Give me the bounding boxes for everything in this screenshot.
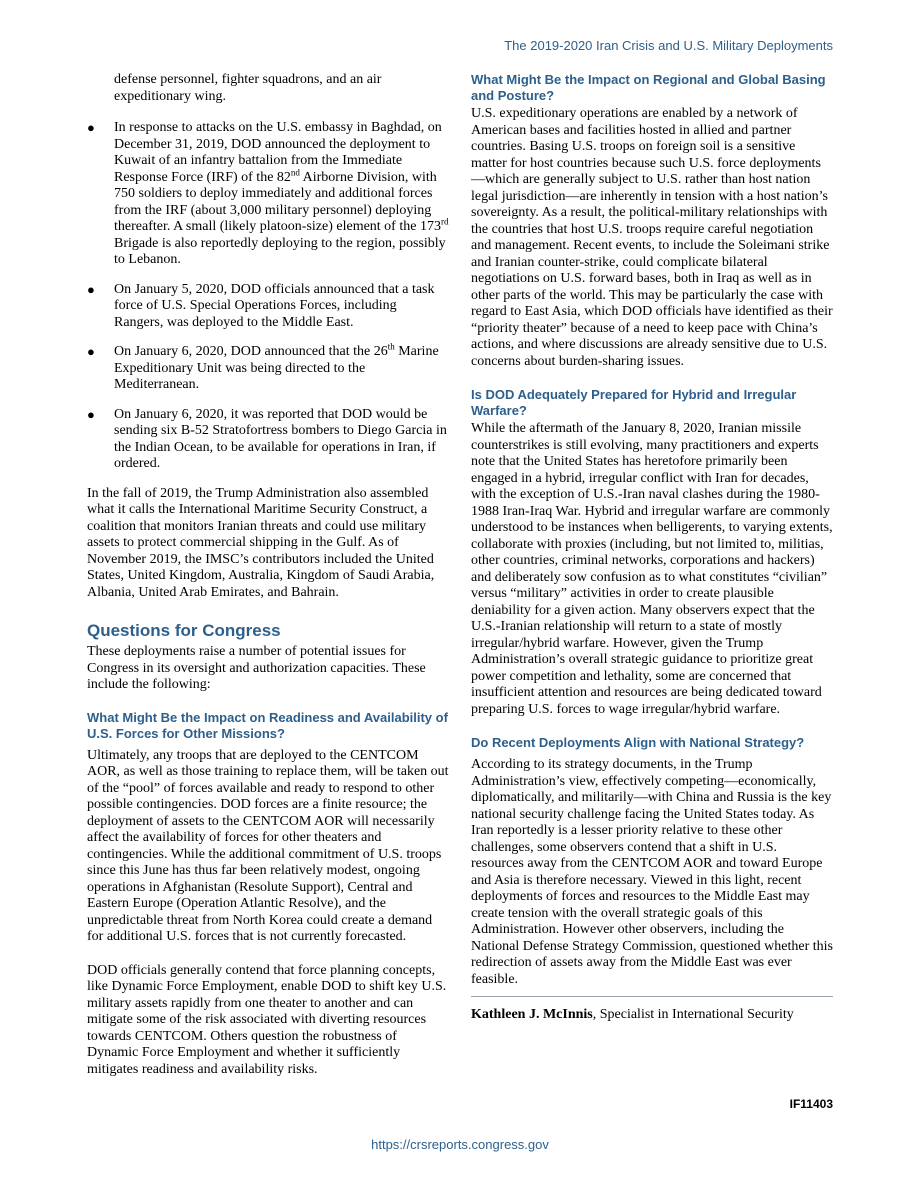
bullet-icon: ● bbox=[87, 344, 95, 359]
bullet-icon: ● bbox=[87, 120, 95, 135]
bullet-item: ● On January 6, 2020, it was reported that DOD would be sending six B-52 Stratofortress bombers to Diego Garcia in the Indian Ocean, to be available for operations in Iran, if ordered. bbox=[87, 406, 447, 471]
readiness-paragraph-1: Ultimately, any troops that are deployed to the CENTCOM AOR, as well as those training to replace them, will be taken out of the “pool” of forces available and ready to respond to other possible contingencies. DOD forces are a finite resource; the deployment of assets to the CENTCOM AOR will necessarily affect the availability of forces for other theaters and contingencies. While the additional commitment of U.S. troops since this June has thus far been relatively modest, ongoing operations in Afghanistan (Resolute Support), Central and Eastern Europe (Operation Atlantic Resolve), and the unpredictable threat from North Korea could create a demand for additional U.S. forces that is not currently forecasted. bbox=[87, 747, 449, 944]
running-header: The 2019-2020 Iran Crisis and U.S. Military Deployments bbox=[504, 38, 833, 53]
strategy-paragraph: According to its strategy documents, in the Trump Administration’s view, effectively competing—economically, diplomatically, and militarily—with China and Russia is the key national security challenge facing the United States today. As Iran reportedly is a lesser priority relative to these other challenges, some observers contend that a shift in U.S. resources away from the CENTCOM AOR and toward Europe and Asia is therefore necessary. Viewed in this light, recent deployments of forces and resources to the Middle East may create tension with the overall strategic goals of this Administration. However other observers, including the National Defense Strategy Commission, questioned whether this redirection of assets away from the Middle East was ever feasible. bbox=[471, 757, 833, 987]
report-id: IF11403 bbox=[789, 1097, 833, 1111]
readiness-paragraph-2: DOD officials generally contend that force planning concepts, like Dynamic Force Employment, enable DOD to shift key U.S. military assets rapidly from one theater to another and can mitigate some of the risk associated with diverting resources towards CENTCOM. Others question the robustness of Dynamic Force Employment and whether it sufficiently mitigates readiness and availability risks. bbox=[87, 962, 447, 1077]
footer-url-link[interactable]: https://crsreports.congress.gov bbox=[371, 1137, 549, 1152]
bullet-item: ● On January 5, 2020, DOD officials announced that a task force of U.S. Special Operations Forces, including Rangers, was deployed to the Middle East. bbox=[87, 281, 435, 330]
right-column bbox=[471, 72, 833, 1024]
imsc-paragraph: In the fall of 2019, the Trump Administration also assembled what it calls the International Maritime Security Construct, a coalition that monitors Iranian threats and could use military assets to protect commercial shipping in the Gulf. As of November 2019, the IMSC’s contributors included the United States, United Kingdom, Australia, Kingdom of Saudi Arabia, Albania, United Arab Emirates, and Bahrain. bbox=[87, 485, 435, 600]
continuation-text: defense personnel, fighter squadrons, and an air expeditionary wing. bbox=[114, 72, 382, 104]
author-divider bbox=[471, 996, 833, 997]
author-name: Kathleen J. McInnis bbox=[471, 1007, 593, 1022]
author-role: , Specialist in International Security bbox=[592, 1007, 794, 1022]
questions-intro: These deployments raise a number of potential issues for Congress in its oversight and authorization capacities. These include the following: bbox=[87, 644, 426, 692]
hybrid-paragraph: While the aftermath of the January 8, 2020, Iranian missile counterstrikes is still evolving, many practitioners and experts note that the United States has heretofore primarily been engaged in a hybrid, irregular conflict with Iran for decades, with the exception of U.S.-Iran naval clashes during the 1980-1988 Iran-Iraq War. Hybrid and irregular warfare are commonly understood to be instances when belligerents, to varying extents, collaborate with proxies (including, but not limited to, militias, other countries, criminal networks, corporations and hackers) and deliberately sow confusion as to what constitutes “civilian” versus “military” activities in order to create plausible deniability for a given action. Many observers expect that the U.S.-Iranian relationship will return to a state of mostly irregular/hybrid warfare. However, given the Trump Administration’s overall strategic guidance to prioritize great power competition and lethality, some are concerned that insufficient attention and resources are being dedicated toward preparing U.S. forces to wage irregular/hybrid warfare. bbox=[471, 421, 833, 717]
deployment-bullet-list bbox=[87, 120, 449, 473]
bullet-icon: ● bbox=[87, 281, 95, 297]
bullet-item: ● On January 6, 2020, DOD announced that the 26th Marine Expeditionary Unit was being directed to the Mediterranean. bbox=[87, 341, 439, 392]
hybrid-heading: Is DOD Adequately Prepared for Hybrid and Irregular Warfare? bbox=[471, 387, 797, 418]
basing-heading: What Might Be the Impact on Regional and Global Basing and Posture? bbox=[471, 72, 826, 103]
bullet-item: ● In response to attacks on the U.S. embassy in Baghdad, on December 31, 2019, DOD announced the deployment to Kuwait of an infantry battalion from the Immediate Response Force (IRF) of the 82nd Airborne Division, with 750 soldiers to deploy immediately and additional forces from the IRF (about 3,000 military personnel) deploying thereafter. A small (likely platoon-size) element of the 173rd Brigade is also reportedly deploying to the region, possibly to Lebanon. bbox=[87, 120, 449, 267]
readiness-heading: What Might Be the Impact on Readiness and Availability of U.S. Forces for Other Missions? bbox=[87, 709, 448, 741]
author-line bbox=[471, 1007, 833, 1024]
left-column bbox=[87, 72, 449, 1078]
basing-paragraph: U.S. expeditionary operations are enabled by a network of American bases and facilities hosted in allied and partner countries. Basing U.S. troops on foreign soil is a sensitive matter for host countries because such U.S. force deployments—which are generally subject to U.S. rather than host nation legal jurisdiction—are inherently in tension with a host nation’s sovereignty. As a result, the political-military relationships with the countries that host U.S. troops require careful negotiation and management. Recent events, to include the Soleimani strike and Iranian counter-strike, could complicate bilateral negotiations on U.S. forward bases, both in Iraq as well as in other parts of the world. This may be particularly the case with regard to East Asia, which DOD officials have identified as their “priority theater” because of a need to keep pace with China’s actions, and where discussions are already sensitive due to U.S. concerns about burden-sharing issues. bbox=[471, 106, 833, 369]
bullet-icon: ● bbox=[87, 406, 95, 422]
questions-heading: Questions for Congress bbox=[87, 621, 281, 640]
strategy-heading: Do Recent Deployments Align with National Strategy? bbox=[471, 735, 805, 750]
